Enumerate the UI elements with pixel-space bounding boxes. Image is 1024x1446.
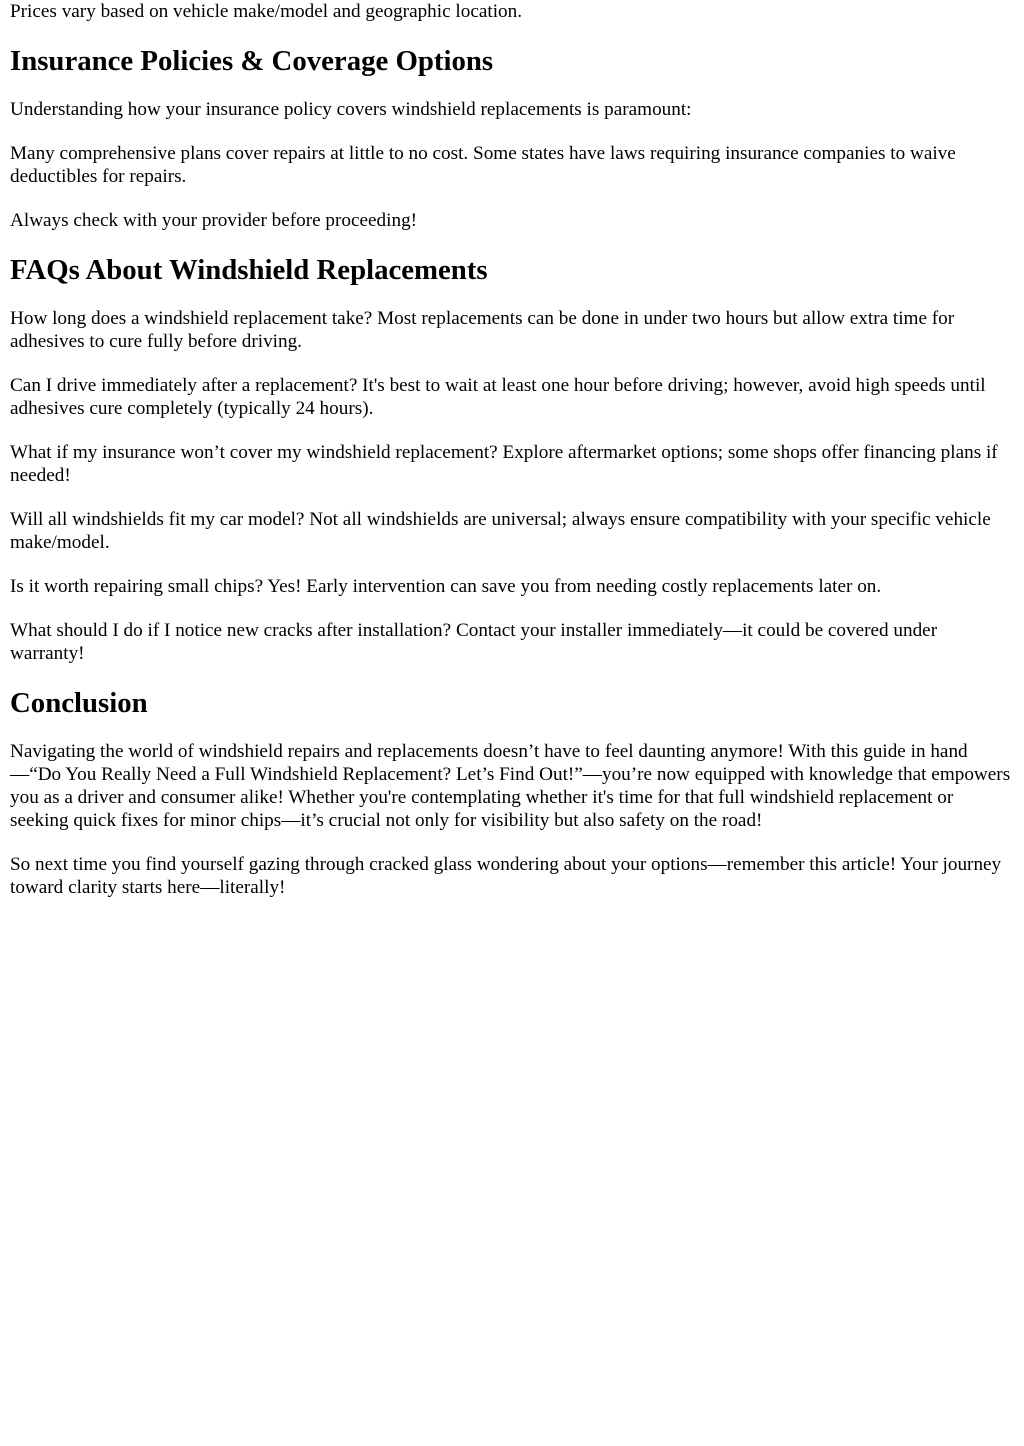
faq-item: Is it worth repairing small chips? Yes! Early intervention can save you from needing costly replacements later on. (10, 576, 882, 597)
pricing-note: Prices vary based on vehicle make/model and geographic location. (10, 1, 523, 22)
faq-item: What if my insurance won’t cover my windshield replacement? Explore aftermarket options; some shops offer financing plans if needed! (10, 442, 998, 486)
faq-item: Will all windshields fit my car model? Not all windshields are universal; always ensure compatibility with your specific vehicle make/model. (10, 509, 991, 553)
conclusion-paragraph: So next time you find yourself gazing through cracked glass wondering about your options—remember this article! Your journey toward clarity starts here—literally! (10, 854, 1002, 898)
faq-item: How long does a windshield replacement take? Most replacements can be done in under two hours but allow extra time for adhesives to cure fully before driving. (10, 308, 955, 352)
insurance-paragraph: Always check with your provider before proceeding! (10, 210, 418, 231)
conclusion-paragraph: Navigating the world of windshield repairs and replacements doesn’t have to feel daunting anymore! With this guide in hand—“Do You Really Need a Full Windshield Replacement? Let’s Find Out!”—you’re now equipped with knowledge that empowers you as a driver and consumer alike! Whether you're contemplating whether it's time for that full windshield replacement or seeking quick fixes for minor chips—it’s crucial not only for visibility but also safety on the road! (10, 741, 1011, 831)
faq-item: What should I do if I notice new cracks after installation? Contact your installer immediately—it could be covered under warranty! (10, 620, 938, 664)
conclusion-heading: Conclusion (10, 687, 148, 719)
faqs-heading: FAQs About Windshield Replacements (10, 254, 488, 286)
insurance-heading: Insurance Policies & Coverage Options (10, 45, 494, 77)
insurance-paragraph: Understanding how your insurance policy covers windshield replacements is paramount: (10, 99, 692, 120)
faq-item: Can I drive immediately after a replacement? It's best to wait at least one hour before driving; however, avoid high speeds until adhesives cure completely (typically 24 hours). (10, 375, 986, 419)
insurance-paragraph: Many comprehensive plans cover repairs at little to no cost. Some states have laws requiring insurance companies to waive deductibles for repairs. (10, 143, 956, 187)
